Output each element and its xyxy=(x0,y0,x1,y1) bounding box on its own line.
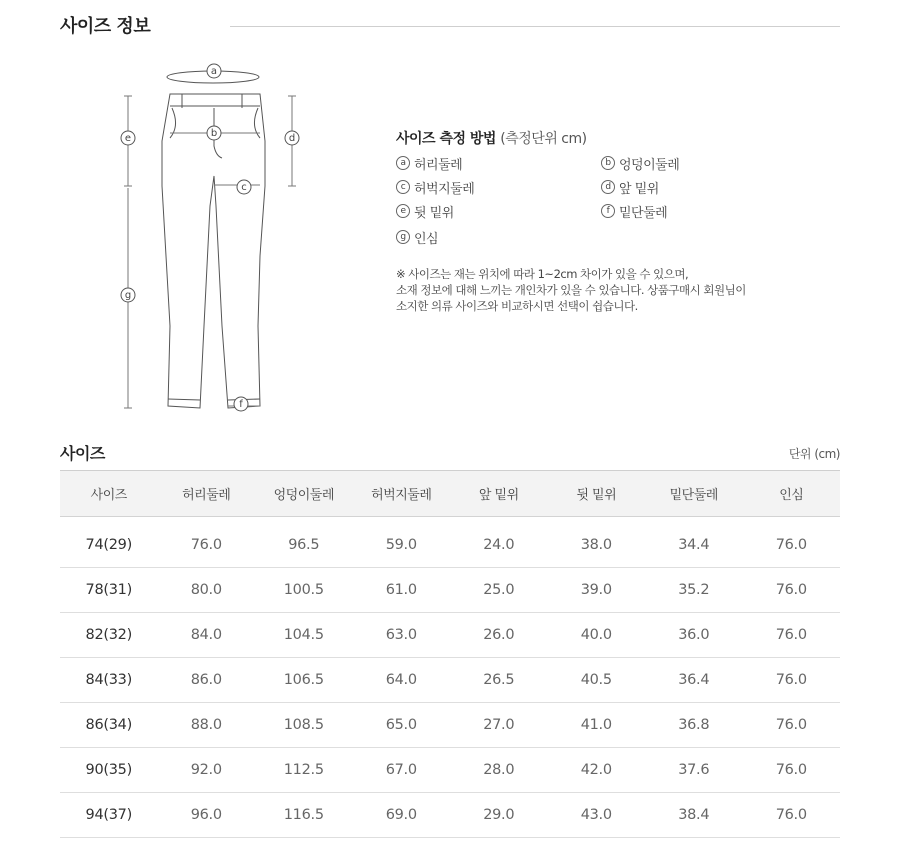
table-cell: 29.0 xyxy=(483,807,515,823)
table-row xyxy=(60,568,840,613)
table-cell: 41.0 xyxy=(580,717,612,733)
size-cell: 90(35) xyxy=(85,762,132,778)
table-cell: 63.0 xyxy=(385,627,417,643)
table-row xyxy=(60,748,840,793)
table-row xyxy=(60,793,840,838)
title-divider xyxy=(230,26,840,27)
column-header: 앞 밑위 xyxy=(478,488,519,503)
table-cell: 36.4 xyxy=(678,672,710,688)
legend-item-hip xyxy=(601,154,806,172)
table-cell: 43.0 xyxy=(580,807,612,823)
table-cell: 25.0 xyxy=(483,582,515,598)
table-row xyxy=(60,523,840,568)
marker-c: c xyxy=(241,182,247,193)
measurement-unit: (측정단위 cm) xyxy=(500,131,587,147)
table-cell: 42.0 xyxy=(580,762,612,778)
size-cell: 74(29) xyxy=(85,537,132,553)
table-cell: 38.4 xyxy=(678,807,710,823)
marker-a-icon: a xyxy=(396,156,410,170)
measurement-note xyxy=(396,266,816,314)
legend-item-inseam xyxy=(396,228,806,246)
marker-d: d xyxy=(288,133,296,144)
legend-label: 밑단둘레 xyxy=(619,205,668,221)
table-cell: 76.0 xyxy=(775,762,807,778)
table-cell: 76.0 xyxy=(775,807,807,823)
table-cell: 96.0 xyxy=(190,807,222,823)
marker-d-icon: d xyxy=(601,180,615,194)
table-cell: 65.0 xyxy=(385,717,417,733)
page-title: 사이즈 정보 xyxy=(60,16,151,37)
marker-b-icon: b xyxy=(601,156,615,170)
table-cell: 26.0 xyxy=(483,627,515,643)
legend-item-back-rise xyxy=(396,202,601,220)
table-cell: 35.2 xyxy=(678,582,710,598)
note-line: 소지한 의류 사이즈와 비교하시면 선택이 쉽습니다. xyxy=(396,299,638,313)
table-cell: 28.0 xyxy=(483,762,515,778)
measurement-title-text: 사이즈 측정 방법 xyxy=(396,131,496,147)
table-cell: 112.5 xyxy=(283,762,324,778)
table-cell: 34.4 xyxy=(678,537,710,553)
table-cell: 96.5 xyxy=(288,537,320,553)
table-header xyxy=(60,471,840,517)
legend-label: 앞 밑위 xyxy=(619,181,659,197)
size-table-unit: 단위 (cm) xyxy=(788,447,840,461)
column-header: 엉덩이둘레 xyxy=(273,488,334,503)
table-cell: 76.0 xyxy=(775,717,807,733)
table-cell: 59.0 xyxy=(385,537,417,553)
table-cell: 76.0 xyxy=(775,582,807,598)
column-header: 뒷 밑위 xyxy=(576,488,617,503)
table-cell: 100.5 xyxy=(283,582,324,598)
measurement-method xyxy=(396,128,816,314)
column-header: 허리둘레 xyxy=(182,488,231,503)
note-line: 소재 정보에 대해 느끼는 개인차가 있을 수 있습니다. 상품구매시 회원님이 xyxy=(396,283,746,297)
marker-g-icon: g xyxy=(396,230,410,244)
table-cell: 40.0 xyxy=(580,627,612,643)
pants-measurement-diagram xyxy=(110,56,330,416)
marker-f-icon: f xyxy=(601,204,615,218)
table-cell: 84.0 xyxy=(190,627,222,643)
marker-f: f xyxy=(239,399,243,410)
table-cell: 39.0 xyxy=(580,582,612,598)
table-cell: 88.0 xyxy=(190,717,222,733)
table-body xyxy=(60,523,840,838)
size-cell: 86(34) xyxy=(85,717,132,733)
table-cell: 76.0 xyxy=(775,627,807,643)
marker-a: a xyxy=(210,66,218,77)
table-cell: 108.5 xyxy=(283,717,324,733)
table-cell: 36.8 xyxy=(678,717,710,733)
table-cell: 80.0 xyxy=(190,582,222,598)
column-header: 허벅지둘레 xyxy=(371,488,432,503)
column-header: 인심 xyxy=(779,488,804,503)
legend-label: 엉덩이둘레 xyxy=(619,157,680,173)
legend-label: 허벅지둘레 xyxy=(414,181,475,197)
size-table-title: 사이즈 xyxy=(60,444,105,463)
marker-c-icon: c xyxy=(396,180,410,194)
table-row xyxy=(60,703,840,748)
size-table xyxy=(60,470,840,838)
table-cell: 69.0 xyxy=(385,807,417,823)
table-cell: 104.5 xyxy=(283,627,324,643)
table-cell: 67.0 xyxy=(385,762,417,778)
legend-item-hem xyxy=(601,202,806,220)
legend-item-thigh xyxy=(396,178,601,196)
table-cell: 86.0 xyxy=(190,672,222,688)
size-cell: 82(32) xyxy=(85,627,132,643)
table-cell: 116.5 xyxy=(283,807,324,823)
measurement-legend xyxy=(396,154,816,246)
table-cell: 24.0 xyxy=(483,537,515,553)
table-row xyxy=(60,658,840,703)
size-cell: 94(37) xyxy=(85,807,132,823)
column-header: 사이즈 xyxy=(90,488,127,503)
table-cell: 76.0 xyxy=(190,537,222,553)
column-header: 밑단둘레 xyxy=(669,488,718,503)
table-cell: 38.0 xyxy=(580,537,612,553)
table-cell: 64.0 xyxy=(385,672,417,688)
table-cell: 61.0 xyxy=(385,582,417,598)
marker-e: e xyxy=(124,133,132,144)
size-cell: 78(31) xyxy=(85,582,132,598)
marker-g: g xyxy=(124,290,132,301)
table-cell: 76.0 xyxy=(775,537,807,553)
note-line: ※ 사이즈는 재는 위치에 따라 1~2cm 차이가 있을 수 있으며, xyxy=(396,267,689,281)
table-cell: 92.0 xyxy=(190,762,222,778)
table-cell: 40.5 xyxy=(580,672,612,688)
table-cell: 27.0 xyxy=(483,717,515,733)
table-cell: 26.5 xyxy=(483,672,515,688)
marker-b: b xyxy=(210,128,218,139)
legend-item-front-rise xyxy=(601,178,806,196)
marker-e-icon: e xyxy=(396,204,410,218)
table-cell: 76.0 xyxy=(775,672,807,688)
size-cell: 84(33) xyxy=(85,672,132,688)
table-cell: 36.0 xyxy=(678,627,710,643)
table-row xyxy=(60,613,840,658)
table-cell: 37.6 xyxy=(678,762,710,778)
legend-label: 허리둘레 xyxy=(414,157,463,173)
table-cell: 106.5 xyxy=(283,672,324,688)
legend-label: 뒷 밑위 xyxy=(414,205,454,221)
legend-item-waist xyxy=(396,154,601,172)
measurement-title xyxy=(396,128,816,148)
legend-label: 인심 xyxy=(414,231,439,247)
